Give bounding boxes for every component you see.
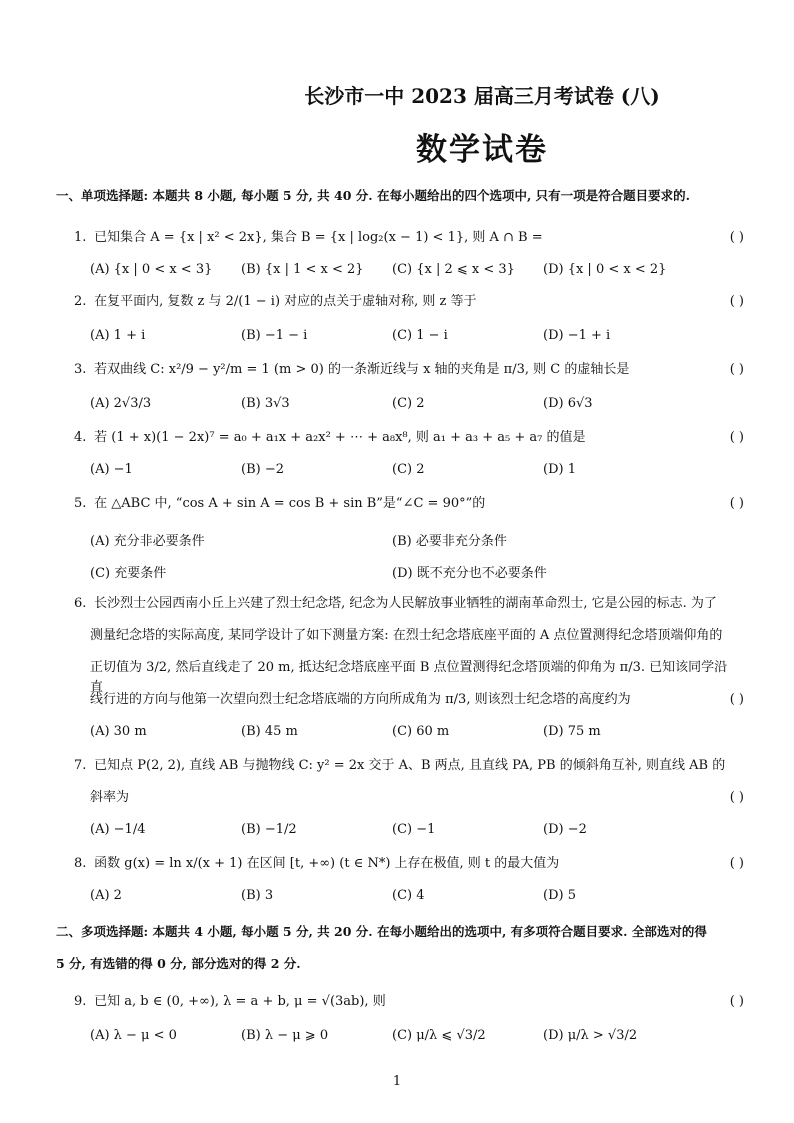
option-b: (B) 3 xyxy=(241,888,274,903)
question-stem: 在 △ABC 中, “cos A + sin A = cos B + sin B”是“∠C = 90°”的 xyxy=(94,496,486,511)
answer-paren: ( ) xyxy=(729,294,744,309)
question-7 xyxy=(74,756,744,776)
question-number: 6. xyxy=(74,596,87,611)
question-7-last-line xyxy=(90,788,744,808)
section-multi-choice-cont: 5 分, 有选错的得 0 分, 部分选对的得 2 分. xyxy=(56,956,301,971)
option-d: (D) {x | 0 < x < 2} xyxy=(543,262,667,277)
question-5 xyxy=(74,494,744,514)
question-number: 2. xyxy=(74,294,87,309)
option-a: (A) 充分非必要条件 xyxy=(90,534,205,549)
section-multi-choice: 二、多项选择题: 本题共 4 小题, 每小题 5 分, 共 20 分. 在每小题给出的选项中, 有多项符合题目要求. 全部选对的得 xyxy=(56,924,707,939)
option-a: (A) {x | 0 < x < 3} xyxy=(90,262,213,277)
option-b: (B) −1 − i xyxy=(241,328,308,343)
answer-paren: ( ) xyxy=(729,790,744,805)
options-q9 xyxy=(90,1028,690,1050)
page-number: 1 xyxy=(392,1074,402,1089)
options-q6 xyxy=(90,724,690,746)
option-a: (A) 30 m xyxy=(90,724,147,739)
answer-paren: ( ) xyxy=(729,430,744,445)
option-c: (C) 1 − i xyxy=(392,328,448,343)
question-line: 已知点 P(2, 2), 直线 AB 与抛物线 C: y² = 2x 交于 A、B 两点, 且直线 PA, PB 的倾斜角互补, 则直线 AB 的 xyxy=(94,758,726,773)
option-b: (B) 3√3 xyxy=(241,396,290,411)
options-q8 xyxy=(90,888,690,910)
question-number: 3. xyxy=(74,362,87,377)
answer-paren: ( ) xyxy=(729,496,744,511)
option-c: (C) 2 xyxy=(392,396,425,411)
answer-paren: ( ) xyxy=(729,362,744,377)
question-1 xyxy=(74,228,744,248)
question-stem: 若 (1 + x)(1 − 2x)⁷ = a₀ + a₁x + a₂x² + ⋯ + a₈x⁸, 则 a₁ + a₃ + a₅ + a₇ 的值是 xyxy=(94,430,586,445)
question-8 xyxy=(74,854,744,874)
option-b: (B) 45 m xyxy=(241,724,298,739)
question-line: 线行进的方向与他第一次望向烈士纪念塔底端的方向所成角为 π/3, 则该烈士纪念塔的高度约为 xyxy=(90,692,631,707)
question-3 xyxy=(74,360,744,380)
option-a: (A) 2 xyxy=(90,888,122,903)
question-stem: 若双曲线 C: x²/9 − y²/m = 1 (m > 0) 的一条渐近线与 x 轴的夹角是 π/3, 则 C 的虚轴长是 xyxy=(94,362,630,377)
question-stem: 在复平面内, 复数 z 与 2/(1 − i) 对应的点关于虚轴对称, 则 z 等于 xyxy=(94,294,477,309)
question-line: 斜率为 xyxy=(90,790,130,805)
option-d: (D) −1 + i xyxy=(543,328,611,343)
options-q3 xyxy=(90,396,690,418)
answer-paren: ( ) xyxy=(729,230,744,245)
question-line: 长沙烈士公园西南小丘上兴建了烈士纪念塔, 纪念为人民解放事业牺牲的湖南革命烈士, 它是公园的标志. 为了 xyxy=(94,596,717,611)
question-4 xyxy=(74,428,744,448)
question-6 xyxy=(74,594,744,614)
option-b: (B) −2 xyxy=(241,462,284,477)
question-2 xyxy=(74,292,744,312)
option-b: (B) λ − μ ⩾ 0 xyxy=(241,1028,329,1043)
option-d: (D) 75 m xyxy=(543,724,601,739)
option-c: (C) {x | 2 ⩽ x < 3} xyxy=(392,262,515,277)
option-c: (C) μ/λ ⩽ √3/2 xyxy=(392,1028,486,1043)
option-a: (A) 1 + i xyxy=(90,328,146,343)
option-d: (D) 1 xyxy=(543,462,576,477)
option-d: (D) −2 xyxy=(543,822,587,837)
option-a: (A) λ − μ < 0 xyxy=(90,1028,177,1043)
option-c: (C) 2 xyxy=(392,462,425,477)
question-number: 4. xyxy=(74,430,87,445)
question-stem: 已知 a, b ∈ (0, +∞), λ = a + b, μ = √(3ab), 则 xyxy=(94,994,386,1009)
options-q1 xyxy=(90,262,690,284)
answer-paren: ( ) xyxy=(729,994,744,1009)
option-b: (B) −1/2 xyxy=(241,822,297,837)
question-number: 1. xyxy=(74,230,87,245)
question-9 xyxy=(74,992,744,1012)
option-b: (B) 必要非充分条件 xyxy=(392,534,507,549)
answer-paren: ( ) xyxy=(729,692,744,707)
option-c: (C) −1 xyxy=(392,822,436,837)
question-line: 正切值为 3/2, 然后直线走了 20 m, 抵达纪念塔底座平面 B 点位置测得纪念塔顶端的仰角为 π/3. 已知该同学沿直 xyxy=(90,660,728,695)
options-q4 xyxy=(90,462,690,484)
option-d: (D) 既不充分也不必要条件 xyxy=(392,566,547,581)
option-a: (A) −1/4 xyxy=(90,822,146,837)
question-number: 7. xyxy=(74,758,87,773)
option-c: (C) 充要条件 xyxy=(90,566,167,581)
question-stem: 函数 g(x) = ln x/(x + 1) 在区间 [t, +∞) (t ∈ N*) 上存在极值, 则 t 的最大值为 xyxy=(94,856,560,871)
answer-paren: ( ) xyxy=(729,856,744,871)
option-b: (B) {x | 1 < x < 2} xyxy=(241,262,364,277)
option-c: (C) 60 m xyxy=(392,724,450,739)
option-a: (A) 2√3/3 xyxy=(90,396,152,411)
option-d: (D) 5 xyxy=(543,888,576,903)
option-d: (D) 6√3 xyxy=(543,396,593,411)
question-stem: 已知集合 A = {x | x² < 2x}, 集合 B = {x | log₂(x − 1) < 1}, 则 A ∩ B = xyxy=(94,230,543,245)
question-6-last-line xyxy=(90,690,744,710)
section-single-choice: 一、单项选择题: 本题共 8 小题, 每小题 5 分, 共 40 分. 在每小题给出的四个选项中, 只有一项是符合题目要求的. xyxy=(56,188,691,203)
options-q7 xyxy=(90,822,690,844)
option-a: (A) −1 xyxy=(90,462,133,477)
question-line: 测量纪念塔的实际高度, 某同学设计了如下测量方案: 在烈士纪念塔底座平面的 A 点位置测得纪念塔顶端仰角的 xyxy=(90,628,723,643)
options-q2 xyxy=(90,328,690,350)
question-number: 9. xyxy=(74,994,87,1009)
question-number: 8. xyxy=(74,856,87,871)
option-c: (C) 4 xyxy=(392,888,425,903)
subject-title: 数学试卷 xyxy=(416,132,548,168)
exam-title: 长沙市一中 2023 届高三月考试卷 (八) xyxy=(304,84,660,108)
question-number: 5. xyxy=(74,496,87,511)
option-d: (D) μ/λ > √3/2 xyxy=(543,1028,638,1043)
